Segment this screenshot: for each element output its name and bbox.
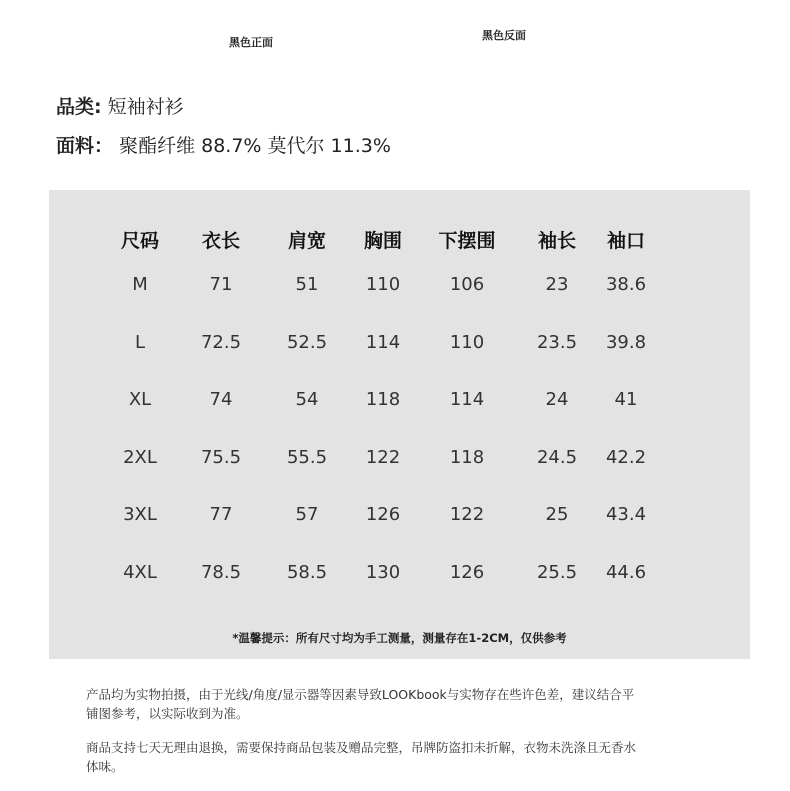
- spec-fabric-label: 面料：: [56, 135, 114, 157]
- disclaimer-photo: 产品均为实物拍摄，由于光线/角度/显示器等因素导致LOOKbook与实物存在些许色差，建议结合平铺图参考，以实际收到为准。: [86, 687, 635, 721]
- table-cell: 54: [295, 389, 319, 410]
- disclaimer-returns: 商品支持七天无理由退换，需要保持商品包装及赠品完整，吊牌防盗扣未折解，衣物未洗涤且无香水体味。: [86, 740, 637, 774]
- table-cell: 58.5: [286, 562, 328, 583]
- table-cell: 77: [209, 504, 233, 525]
- table-size-label: L: [134, 332, 146, 353]
- table-header-cell: 衣长: [201, 230, 241, 252]
- measurement-note: *温馨提示：所有尺寸均为手工测量，测量存在1-2CM，仅供参考: [232, 631, 567, 645]
- size-chart-panel: [49, 190, 750, 659]
- table-cell: 42.2: [605, 447, 647, 468]
- table-cell: 114: [365, 332, 401, 353]
- table-cell: 126: [449, 562, 485, 583]
- table-header-cell: 袖口: [606, 230, 646, 252]
- table-cell: 75.5: [200, 447, 242, 468]
- spec-category-label: 品类:: [56, 96, 102, 118]
- table-size-label: M: [132, 274, 148, 295]
- table-cell: 71: [209, 274, 233, 295]
- table-cell: 78.5: [200, 562, 242, 583]
- table-cell: 110: [449, 332, 485, 353]
- table-cell: 130: [365, 562, 401, 583]
- table-cell: 39.8: [605, 332, 647, 353]
- table-size-label: 2XL: [123, 447, 157, 468]
- caption-black-front: 黑色正面: [229, 36, 273, 49]
- table-cell: 38.6: [605, 274, 647, 295]
- table-cell: 57: [295, 504, 319, 525]
- table-cell: 106: [449, 274, 485, 295]
- table-cell: 25.5: [536, 562, 578, 583]
- table-cell: 122: [449, 504, 485, 525]
- table-header-cell: 尺码: [120, 230, 160, 252]
- table-size-label: 3XL: [123, 504, 157, 525]
- size-table: [49, 190, 750, 659]
- table-cell: 24.5: [536, 447, 578, 468]
- table-cell: 24: [545, 389, 569, 410]
- table-cell: 44.6: [605, 562, 647, 583]
- table-cell: 43.4: [605, 504, 647, 525]
- table-cell: 55.5: [286, 447, 328, 468]
- table-cell: 23.5: [536, 332, 578, 353]
- table-header-cell: 下摆围: [438, 230, 496, 252]
- table-cell: 118: [365, 389, 401, 410]
- spec-category: [56, 92, 184, 119]
- table-cell: 74: [209, 389, 233, 410]
- table-size-label: XL: [128, 389, 152, 410]
- table-cell: 72.5: [200, 332, 242, 353]
- table-cell: 51: [295, 274, 319, 295]
- table-header-cell: 肩宽: [287, 230, 327, 252]
- table-header-cell: 胸围: [363, 230, 403, 252]
- table-cell: 23: [545, 274, 569, 295]
- table-cell: 118: [449, 447, 485, 468]
- caption-black-back: 黑色反面: [482, 29, 526, 42]
- table-cell: 25: [545, 504, 569, 525]
- table-cell: 110: [365, 274, 401, 295]
- table-cell: 52.5: [286, 332, 328, 353]
- spec-fabric: [56, 131, 391, 158]
- table-cell: 122: [365, 447, 401, 468]
- spec-category-value: 短袖衬衫: [107, 96, 184, 118]
- table-cell: 41: [614, 389, 638, 410]
- table-header-cell: 袖长: [537, 230, 577, 252]
- table-cell: 114: [449, 389, 485, 410]
- table-size-label: 4XL: [123, 562, 157, 583]
- table-cell: 126: [365, 504, 401, 525]
- spec-fabric-value: 聚酯纤维 88.7% 莫代尔 11.3%: [119, 135, 391, 157]
